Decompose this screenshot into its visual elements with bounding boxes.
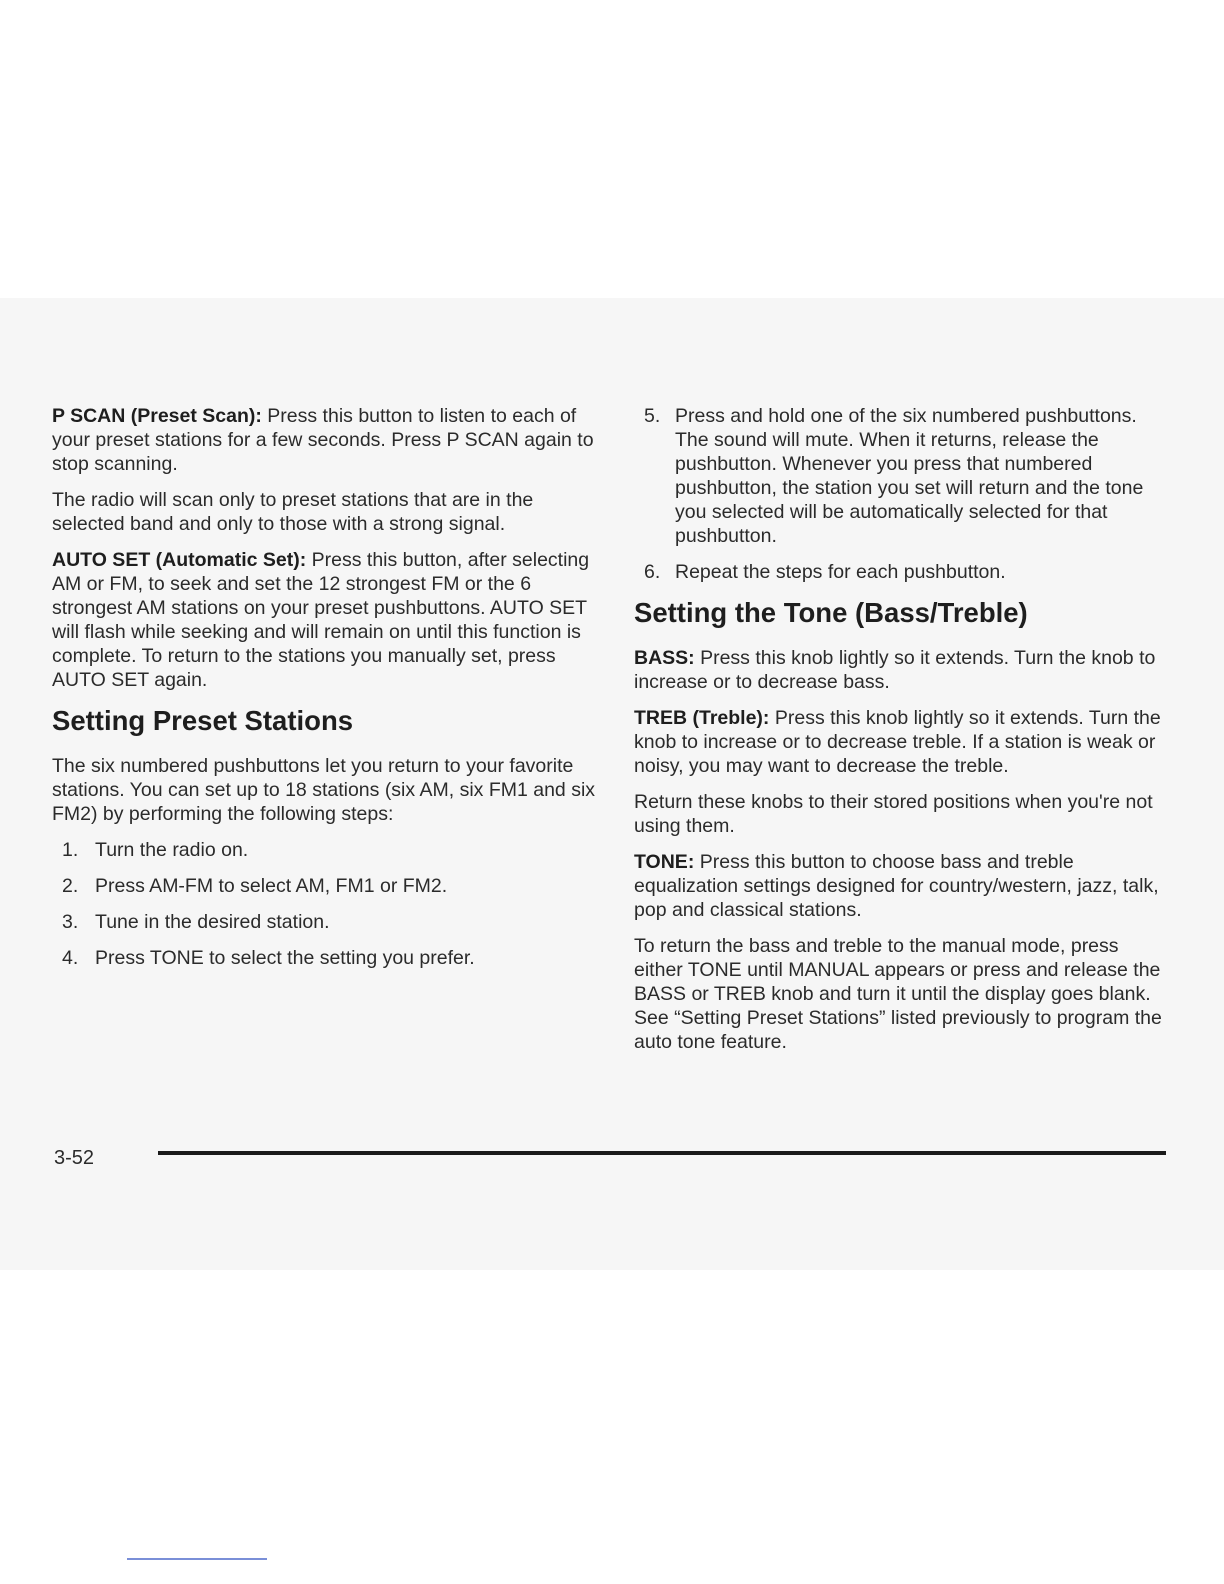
step-text: Repeat the steps for each pushbutton. [675,561,1006,583]
step-item [52,838,597,862]
step-text: Press TONE to select the setting you prefer. [95,947,475,969]
preset-intro: The six numbered pushbuttons let you return to your favorite stations. You can set up to 18 stations (six AM, six FM1 and six FM2) by performing the following steps: [52,755,596,825]
right-column [634,404,1169,1066]
step-text: Press and hold one of the six numbered pushbuttons. The sound will mute. When it returns, release the pushbutton. Whenever you press that numbered pushbutton, the station you set will return and the tone you selected will be automatically selected for that pushbutton. [675,405,1144,547]
tone-text: Press this button to choose bass and treble equalization settings designed for country/western, jazz, talk, pop and classical stations. [634,851,1159,921]
step-number: 5. [644,405,661,427]
manual-note: To return the bass and treble to the manual mode, press either TONE until MANUAL appears or press and release the BASS or TREB knob and turn it until the display goes blank. See “Setting Preset Stations” listed previously to program the auto tone feature. [634,935,1162,1053]
step-item [52,874,597,898]
step-number: 3. [62,911,79,933]
step-item [52,910,597,934]
bass-term: BASS: [634,647,695,669]
step-number: 6. [644,561,661,583]
scan-artifact-line [127,1558,267,1560]
step-number: 4. [62,947,79,969]
tone-term: TONE: [634,851,695,873]
page-number: 3-52 [54,1147,95,1169]
p-scan-note: The radio will scan only to preset stations that are in the selected band and only to those with a strong signal. [52,489,534,535]
treb-paragraph [634,706,1169,778]
left-column [52,404,597,982]
p-scan-paragraph [52,404,597,476]
heading-tone: Setting the Tone (Bass/Treble) [634,597,1028,628]
step-number: 2. [62,875,79,897]
auto-set-term: AUTO SET (Automatic Set): [52,549,307,571]
auto-set-text: Press this button, after selecting AM or FM, to seek and set the 12 strongest FM or the 6 strongest AM stations on your preset pushbuttons. AUTO SET will flash while seeking and will remain on until this function is complete. To return to the stations you manually set, press AUTO SET again. [52,549,590,691]
step-text: Tune in the desired station. [95,911,330,933]
step-item [634,560,1169,584]
step-text: Press AM-FM to select AM, FM1 or FM2. [95,875,448,897]
return-note: Return these knobs to their stored positions when you're not using them. [634,791,1153,837]
step-text: Turn the radio on. [95,839,249,861]
treb-text: Press this knob lightly so it extends. Turn the knob to increase or to decrease treble. If a station is weak or noisy, you may want to decrease the treble. [634,707,1161,777]
bass-text: Press this knob lightly so it extends. Turn the knob to increase or to decrease bass. [634,647,1156,693]
treb-term: TREB (Treble): [634,707,770,729]
step-item [52,946,597,970]
step-item [634,404,1169,548]
footer-rule [158,1151,1166,1155]
tone-paragraph [634,850,1169,922]
bass-paragraph [634,646,1169,694]
p-scan-text: Press this button to listen to each of your preset stations for a few seconds. Press P SCAN again to stop scanning. [52,405,594,475]
p-scan-term: P SCAN (Preset Scan): [52,405,262,427]
preset-steps-list-continued [634,404,1169,584]
auto-set-paragraph [52,548,597,692]
heading-preset-stations: Setting Preset Stations [52,705,354,736]
preset-steps-list [52,838,597,970]
step-number: 1. [62,839,79,861]
